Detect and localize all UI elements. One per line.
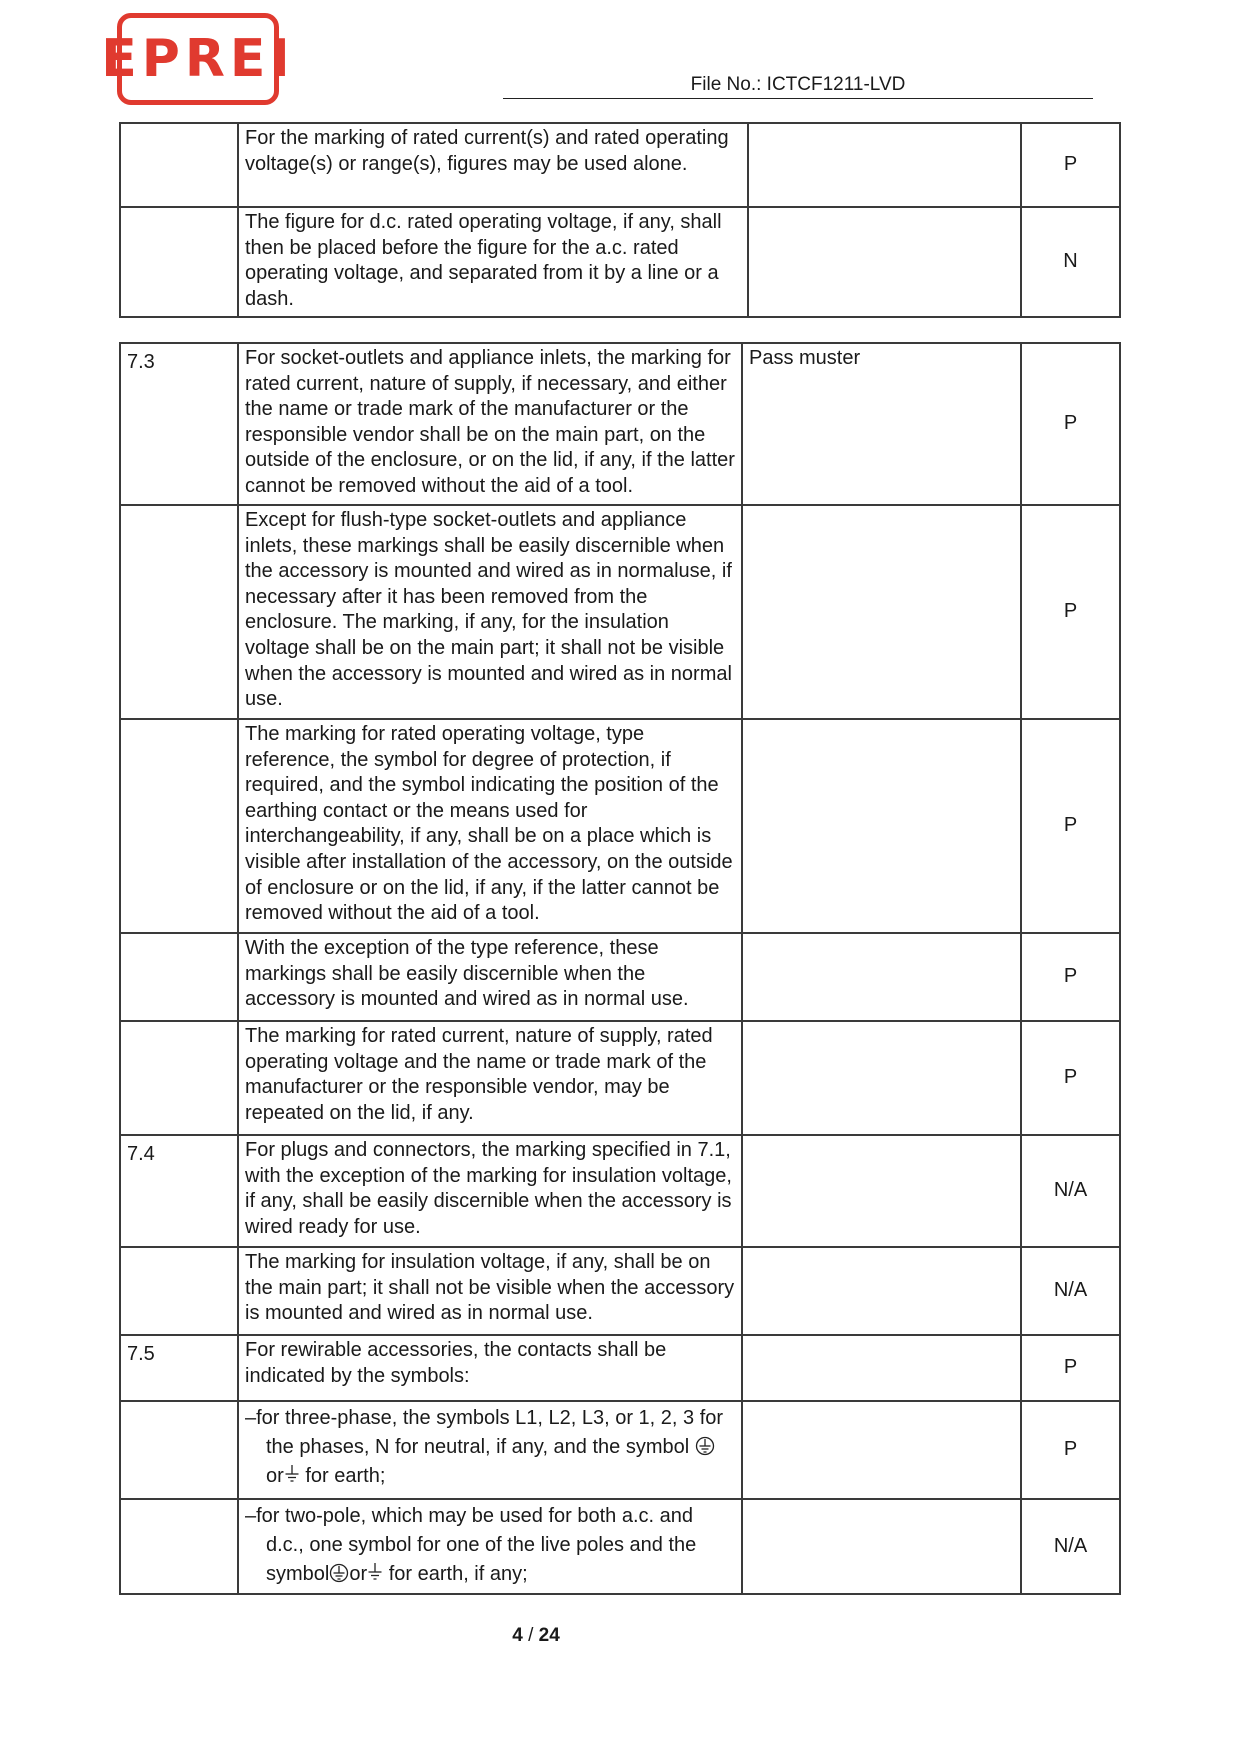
requirement-text: For rewirable accessories, the contacts shall be indicated by the symbols:: [238, 1335, 742, 1401]
remark-cell: [742, 505, 1021, 719]
clause-number: [120, 1021, 238, 1135]
table-row: [120, 1135, 1120, 1247]
remark-cell: [748, 123, 1021, 207]
verdict: P: [1021, 1401, 1120, 1499]
remark-cell: Pass muster: [742, 343, 1021, 505]
table-row: [120, 719, 1120, 933]
earth-icon: [367, 1562, 383, 1582]
verdict: N: [1021, 207, 1120, 317]
earth-icon: [284, 1464, 300, 1484]
clause-number: [120, 719, 238, 933]
clause-number: 7.3: [120, 343, 238, 505]
logo-text: EPREI: [101, 29, 295, 89]
requirement-text: The marking for rated operating voltage, type reference, the symbol for degree of protection, if required, and the symbol indicating the position of the earthing contact or the means used for interchangeability, if any, shall be on a place which is visible after installation of the accessory, on the outside of enclosure or on the lid, if any, if the latter cannot be removed without the aid of a tool.: [238, 719, 742, 933]
protective-earth-icon: [695, 1436, 715, 1456]
verdict: P: [1021, 123, 1120, 207]
clause-number: [120, 505, 238, 719]
clause-number: [120, 1247, 238, 1335]
verdict: N/A: [1021, 1135, 1120, 1247]
verdict: P: [1021, 1335, 1120, 1401]
clause-number: 7.5: [120, 1335, 238, 1401]
clause-table: [119, 342, 1121, 1595]
requirement-text: For socket-outlets and appliance inlets, the marking for rated current, nature of supply, if necessary, and either the name or trade mark of the manufacturer or the responsible vendor shall be on the main part, on the outside of the enclosure, or on the lid, if any, if the latter cannot be removed without the aid of a tool.: [238, 343, 742, 505]
verdict: P: [1021, 343, 1120, 505]
verdict: P: [1021, 505, 1120, 719]
verdict: P: [1021, 933, 1120, 1021]
verdict: N/A: [1021, 1499, 1120, 1594]
table-row: [120, 1335, 1120, 1401]
page-number: 4 / 24: [512, 1625, 560, 1646]
remark-cell: [742, 1247, 1021, 1335]
verdict: N/A: [1021, 1247, 1120, 1335]
company-logo: [101, 13, 295, 105]
remark-cell: [742, 1021, 1021, 1135]
table-row: [120, 1247, 1120, 1335]
verdict: P: [1021, 1021, 1120, 1135]
clause-number: 7.4: [120, 1135, 238, 1247]
requirement-text: The marking for insulation voltage, if any, shall be on the main part; it shall not be visible when the accessory is mounted and wired as in normal use.: [238, 1247, 742, 1335]
clause-number: [120, 933, 238, 1021]
table-row: [120, 1021, 1120, 1135]
clause-number: [120, 1499, 238, 1594]
clause-table-continued: [119, 122, 1121, 318]
requirement-text: For plugs and connectors, the marking specified in 7.1, with the exception of the marking for insulation voltage, if any, shall be easily discernible when the accessory is wired ready for use.: [238, 1135, 742, 1247]
requirement-text: –for two-pole, which may be used for both a.c. and d.c., one symbol for one of the live poles and the symbol or for earth, if any;: [238, 1499, 742, 1594]
requirement-text: For the marking of rated current(s) and rated operating voltage(s) or range(s), figures may be used alone.: [238, 123, 748, 207]
table-row: [120, 343, 1120, 505]
remark-cell: [748, 207, 1021, 317]
table-row: [120, 1499, 1120, 1594]
clause-number: [120, 1401, 238, 1499]
table-row: [120, 1401, 1120, 1499]
requirement-text: With the exception of the type reference, these markings shall be easily discernible when the accessory is mounted and wired as in normal use.: [238, 933, 742, 1021]
remark-cell: [742, 1335, 1021, 1401]
protective-earth-icon: [329, 1563, 349, 1583]
table-row: [120, 123, 1120, 207]
requirement-text: The marking for rated current, nature of supply, rated operating voltage and the name or trade mark of the manufacturer or the responsible vendor, may be repeated on the lid, if any.: [238, 1021, 742, 1135]
clause-number: [120, 123, 238, 207]
file-number: File No.: ICTCF1211-LVD: [503, 72, 1093, 99]
remark-cell: [742, 1135, 1021, 1247]
remark-cell: [742, 933, 1021, 1021]
requirement-text: –for three-phase, the symbols L1, L2, L3, or 1, 2, 3 for the phases, N for neutral, if any, and the symbol or for earth;: [238, 1401, 742, 1499]
clause-number: [120, 207, 238, 317]
table-row: [120, 933, 1120, 1021]
requirement-text: The figure for d.c. rated operating voltage, if any, shall then be placed before the figure for the a.c. rated operating voltage, and separated from it by a line or a dash.: [238, 207, 748, 317]
requirement-text: Except for flush-type socket-outlets and appliance inlets, these markings shall be easily discernible when the accessory is mounted and wired as in normaluse, if necessary after it has been removed from the enclosure. The marking, if any, for the insulation voltage shall be on the main part; it shall not be visible when the accessory is mounted and wired as in normal use.: [238, 505, 742, 719]
table-row: [120, 207, 1120, 317]
verdict: P: [1021, 719, 1120, 933]
remark-cell: [742, 719, 1021, 933]
remark-cell: [742, 1401, 1021, 1499]
table-row: [120, 505, 1120, 719]
remark-cell: [742, 1499, 1021, 1594]
